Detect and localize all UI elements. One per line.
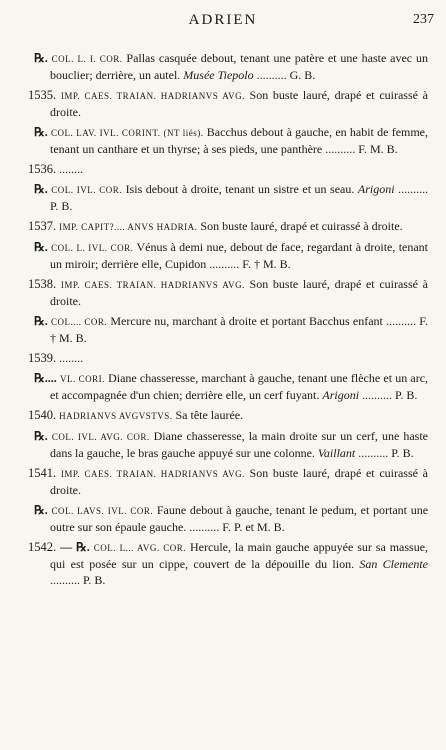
reverse-mark: ℞. bbox=[34, 240, 48, 254]
catalogue-entries bbox=[28, 50, 428, 592]
reverse-mark: ℞.... bbox=[34, 371, 57, 385]
description: Hercule, la main gauche appuyée sur sa massue, qui est posée sur un cippe, couvert de la dépouille du lion. bbox=[50, 540, 429, 571]
reverse-mark: ℞. bbox=[34, 182, 48, 196]
entry-number: 1542. bbox=[28, 540, 57, 554]
size-grade: F. † M. B. bbox=[242, 257, 291, 271]
collection: San Clemente bbox=[359, 557, 428, 571]
entry-number: 1538. bbox=[28, 277, 57, 291]
coin-legend: COL.... COR. bbox=[50, 317, 108, 327]
collection: Vaillant bbox=[317, 446, 356, 460]
entry-number: 1536. bbox=[28, 162, 57, 176]
reverse-mark: ℞. bbox=[34, 503, 48, 517]
page-number: 237 bbox=[413, 12, 434, 27]
description: Son buste lauré, drapé et cuirassé à droite. bbox=[50, 88, 428, 119]
size-grade: F. M. B. bbox=[358, 142, 398, 156]
description: Son buste lauré, drapé et cuirassé à droite. bbox=[50, 466, 428, 497]
entry-number: 1539. bbox=[28, 351, 57, 365]
coin-entry-obverse bbox=[28, 350, 428, 366]
size-grade: F. † M. B. bbox=[50, 314, 429, 345]
coin-legend: COL. IVL. AVG. COR. bbox=[51, 432, 150, 442]
coin-entry-obverse bbox=[28, 87, 428, 120]
coin-entry-reverse: ℞. COL. L. IVL. COR. Vénus à demi nue, debout de face, regardant à droite, tenant un miroir; derrière elle, Cupidon .......... F. † M. B. bbox=[34, 240, 429, 271]
entry-number: 1541. bbox=[28, 466, 57, 480]
coin-entry-reverse: ℞. COL. L. I. COR. Pallas casquée debout, tenant une patère et une haste avec un bouclier; derrière, un autel. Musée Tiepolo .......... G. B. bbox=[34, 51, 429, 82]
coin-entry-reverse: ℞. COL. IVL. COR. Isis debout à droite, tenant un sistre et un seau. Arigoni .......... P. B. bbox=[34, 182, 429, 213]
running-header bbox=[0, 12, 446, 32]
entry-number: 1540. bbox=[28, 408, 57, 422]
coin-entry-obverse bbox=[28, 276, 428, 309]
description: Son buste lauré, drapé et cuirassé à droite. bbox=[200, 219, 403, 233]
coin-entry-reverse: ℞. COL. LAVS. IVL. COR. Faune debout à gauche, tenant le pedum, et portant une outre sur son épaule gauche. .......... F. P. et M. B. bbox=[34, 503, 429, 534]
size-grade: P. B. bbox=[83, 573, 106, 587]
description: Sa tête laurée. bbox=[175, 408, 244, 422]
coin-legend: COL. L. IVL. COR. bbox=[51, 243, 134, 253]
reverse-mark: ℞. bbox=[34, 314, 48, 328]
collection: Musée Tiepolo bbox=[183, 68, 254, 82]
coin-legend: IMP. CAES. TRAIAN. HADRIANVS AVG. bbox=[60, 280, 245, 290]
reverse-mark: ℞. bbox=[34, 51, 48, 65]
coin-entry-reverse: ℞. COL. LAV. IVL. CORINT. (NT liés). Bacchus debout à gauche, en habit de femme, tenant un canthare et un thyrse; à ses pieds, une panthère .......... F. M. B. bbox=[34, 125, 429, 156]
collection: Arigoni bbox=[357, 182, 395, 196]
reverse-mark: ℞. bbox=[34, 429, 48, 443]
coin-legend: IMP. CAES. TRAIAN. HADRIANVS AVG. bbox=[60, 91, 245, 101]
coin-entry-reverse: ℞.... VL. CORI. Diane chasseresse, marchant à gauche, tenant une flèche et un arc, et accompagnée d'un chien; derrière elle, un cerf fuyant. Arigoni .......... P. B. bbox=[34, 371, 429, 402]
size-grade: F. P. et M. B. bbox=[222, 520, 285, 534]
description: Diane chasseresse, marchant à gauche, tenant une flèche et un arc, et accompagnée d'un chien; derrière elle, un cerf fuyant. bbox=[50, 371, 429, 402]
coin-entry-reverse: ℞. COL. IVL. AVG. COR. Diane chasseresse, la main droite sur un cerf, une haste dans la gauche, le bras gauche appuyé sur une colonne. Vaillant .......... P. B. bbox=[34, 429, 429, 460]
description: ........ bbox=[59, 162, 84, 176]
entry-number: 1535. bbox=[28, 88, 57, 102]
entry-number: 1537. bbox=[28, 219, 57, 233]
coin-legend: VL. CORI. bbox=[59, 374, 105, 384]
description: ........ bbox=[59, 351, 84, 365]
reverse-mark: ℞. bbox=[34, 125, 48, 139]
description: Bacchus debout à gauche, en habit de femme, tenant un canthare et un thyrse; à ses pieds, une panthère bbox=[50, 125, 429, 156]
description: Isis debout à droite, tenant un sistre et un seau. bbox=[125, 182, 355, 196]
coin-entry-obverse bbox=[28, 465, 428, 498]
coin-entry-obverse bbox=[28, 218, 428, 235]
coin-legend: COL. LAVS. IVL. COR. bbox=[51, 506, 154, 516]
coin-entry-obverse: 1542. — ℞. COL. L... AVG. COR. Hercule, la main gauche appuyée sur sa massue, qui est posée sur un cippe, couvert de la dépouille du lion. San Clemente .......... P. B. bbox=[28, 540, 429, 587]
size-grade: P. B. bbox=[391, 446, 414, 460]
reverse-mark: — ℞. bbox=[60, 540, 90, 554]
coin-entry-reverse: ℞. COL.... COR. Mercure nu, marchant à droite et portant Bacchus enfant .......... F. † M. B. bbox=[34, 314, 429, 345]
running-title: ADRIEN bbox=[188, 12, 258, 28]
coin-legend: COL. L. I. COR. bbox=[51, 54, 123, 64]
coin-legend: IMP. CAES. TRAIAN. HADRIANVS AVG. bbox=[60, 469, 245, 479]
coin-legend: HADRIANVS AVGVSTVS. bbox=[59, 411, 173, 421]
coin-legend: COL. IVL. COR. bbox=[51, 185, 123, 195]
description: Mercure nu, marchant à droite et portant Bacchus enfant bbox=[110, 314, 383, 328]
description: Faune debout à gauche, tenant le pedum, et portant une outre sur son épaule gauche. bbox=[50, 503, 429, 534]
size-grade: P. B. bbox=[50, 199, 73, 213]
coin-entry-obverse bbox=[28, 161, 428, 177]
coin-legend: IMP. CAPIT?.... ANVS HADRIA. bbox=[59, 222, 198, 232]
description: Son buste lauré, drapé et cuirassé à droite. bbox=[50, 277, 428, 308]
coin-legend: COL. L... AVG. COR. bbox=[93, 543, 187, 553]
description: Diane chasseresse, la main droite sur un cerf, une haste dans la gauche, le bras gauche appuyé sur une colonne. bbox=[50, 429, 429, 460]
size-grade: P. B. bbox=[395, 388, 418, 402]
coin-entry-obverse bbox=[28, 407, 428, 424]
collection: Arigoni bbox=[322, 388, 360, 402]
coin-legend: COL. LAV. IVL. CORINT. (NT liés). bbox=[51, 128, 204, 138]
description: Pallas casquée debout, tenant une patère et une haste avec un bouclier; derrière, un autel. bbox=[50, 51, 429, 82]
description: Vénus à demi nue, debout de face, regardant à droite, tenant un miroir; derrière elle, Cupidon bbox=[50, 240, 429, 271]
size-grade: G. B. bbox=[289, 68, 316, 82]
